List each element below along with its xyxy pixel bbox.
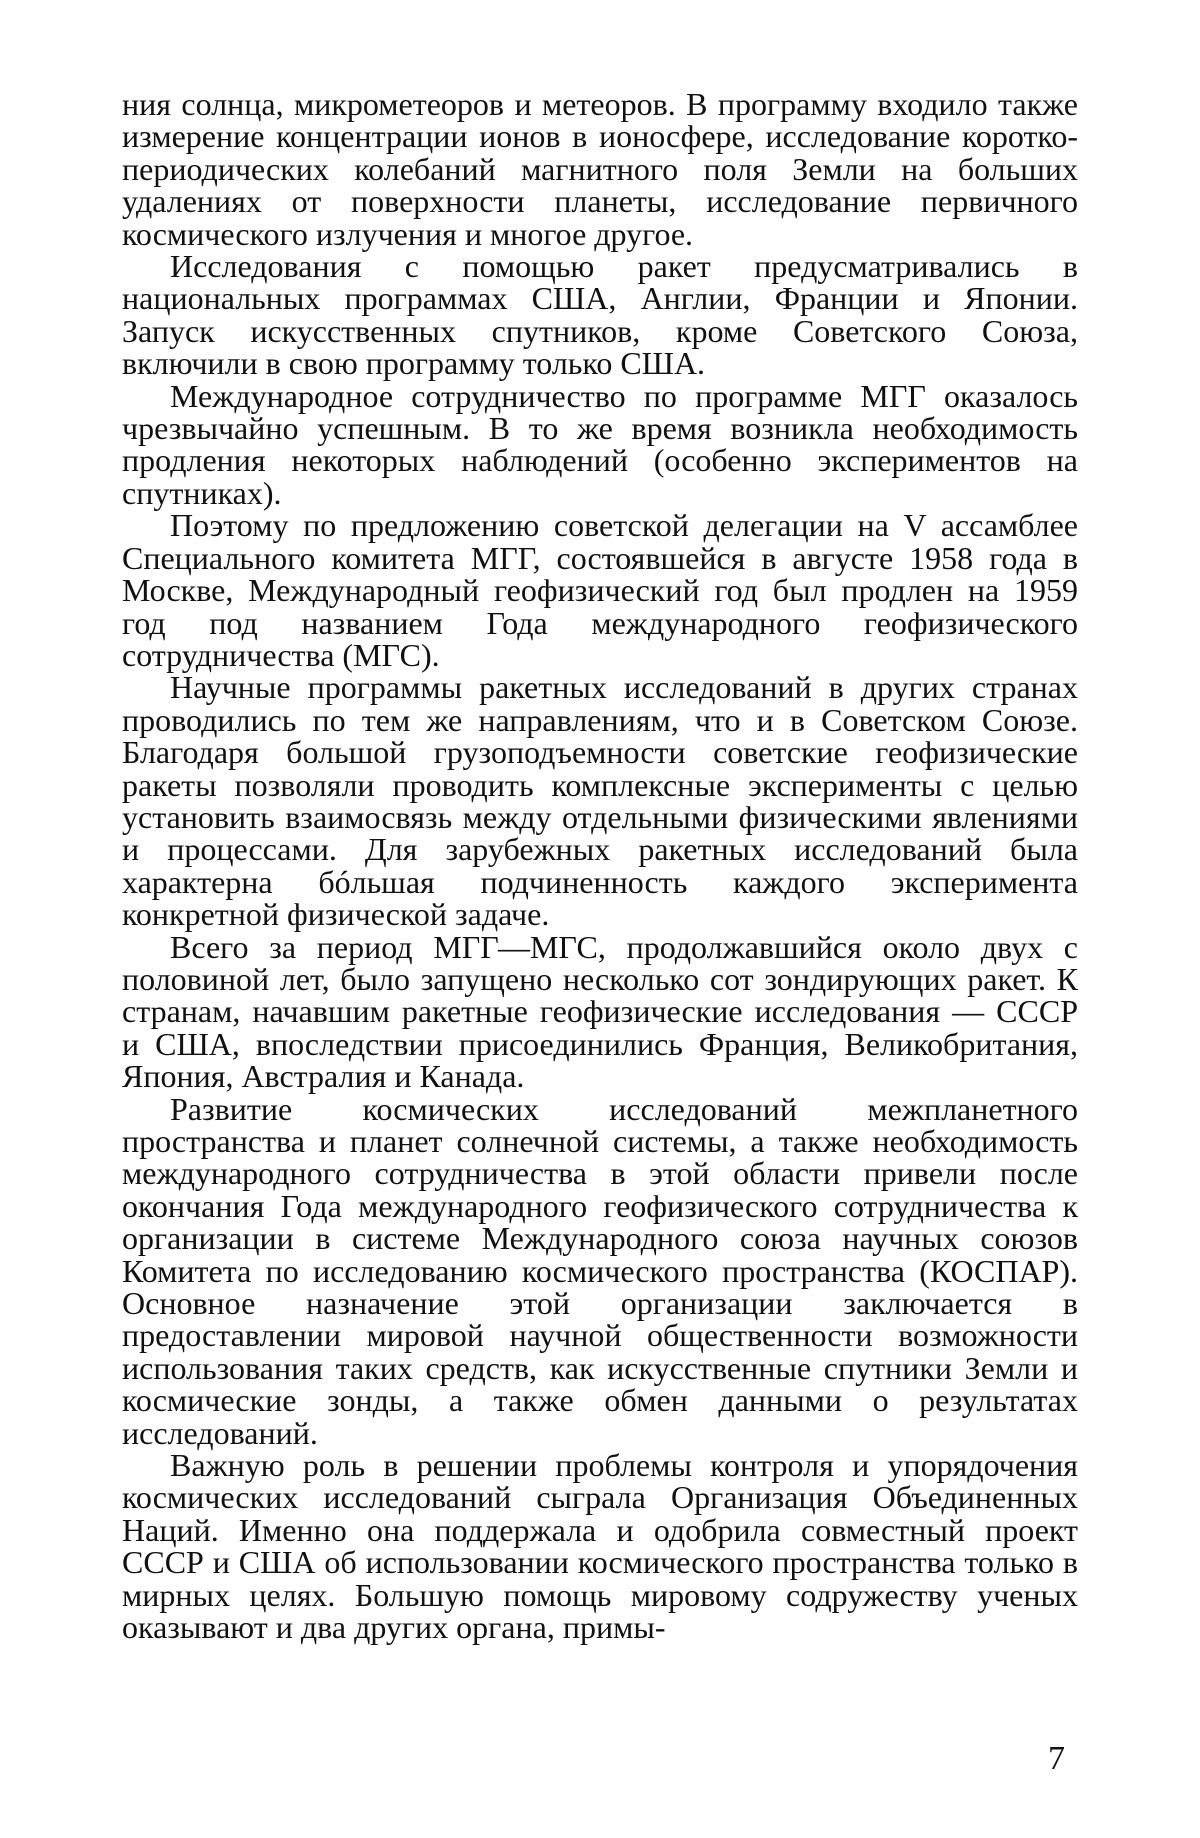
body-text xyxy=(122,88,1078,1644)
paragraph: Научные программы ракетных исследований в других странах проводились по тем же направлениям, что и в Советском Союзе. Благодаря большой грузоподъемности советские геофизические ракеты позволяли проводить комплексные эксперименты с целью установить взаимосвязь между отдельными физическими явлениями и процессами. Для зарубежных ракетных исследований была характерна бóльшая подчиненность каждого эксперимента конкретной физической задаче. xyxy=(122,669,1078,933)
paragraph-continued: ния солнца, микрометеоров и метеоров. В программу входило также измерение концентрации ионов в ионосфере, исследование короткопериодических колебаний магнитного поля Земли на больших удалениях от поверхности планеты, исследование первичного космического излучения и многое другое. xyxy=(122,86,1078,252)
paragraph: Международное сотрудничество по программе МГГ оказалось чрезвычайно успешным. В то же время возникла необходимость продления некоторых наблюдений (особенно экспериментов на спутниках). xyxy=(122,377,1078,511)
paragraph: Исследования с помощью ракет предусматривались в национальных программах США, Англии, Франции и Японии. Запуск искусственных спутников, кроме Советского Союза, включили в свою программу только США. xyxy=(122,248,1078,382)
paragraph: Важную роль в решении проблемы контроля и упорядочения космических исследований сыграла Организация Объединенных Наций. Именно она поддержала и одобрила совместный проект СССР и США об использовании космического пространства только в мирных целях. Большую помощь мировому содружеству ученых оказывают и два других органа, примы- xyxy=(122,1447,1078,1646)
paragraph: Развитие космических исследований межпланетного пространства и планет солнечной системы, а также необходимость международного сотрудничества в этой области привели после окончания Года международного геофизического сотрудничества к организации в системе Международного союза научных союзов Комитета по исследованию космического пространства (КОСПАР). Основное назначение этой организации заключается в предоставлении мировой научной общественности возможности использования таких средств, как искусственные спутники Земли и космические зонды, а также обмен данными о результатах исследований. xyxy=(122,1090,1078,1451)
page-number: 7 xyxy=(1048,1740,1065,1777)
paragraph: Всего за период МГГ—МГС, продолжавшийся около двух с половиной лет, было запущено несколько сот зондирующих ракет. К странам, начавшим ракетные геофизические исследования — СССР и США, впоследствии присоединились Франция, Великобритания, Япония, Австралия и Канада. xyxy=(122,928,1078,1095)
paragraph: Поэтому по предложению советской делегации на V ассамблее Специального комитета МГГ, состоявшейся в августе 1958 года в Москве, Международный геофизический год был продлен на 1959 год под названием Года международного геофизического сотрудничества (МГС). xyxy=(122,507,1078,673)
